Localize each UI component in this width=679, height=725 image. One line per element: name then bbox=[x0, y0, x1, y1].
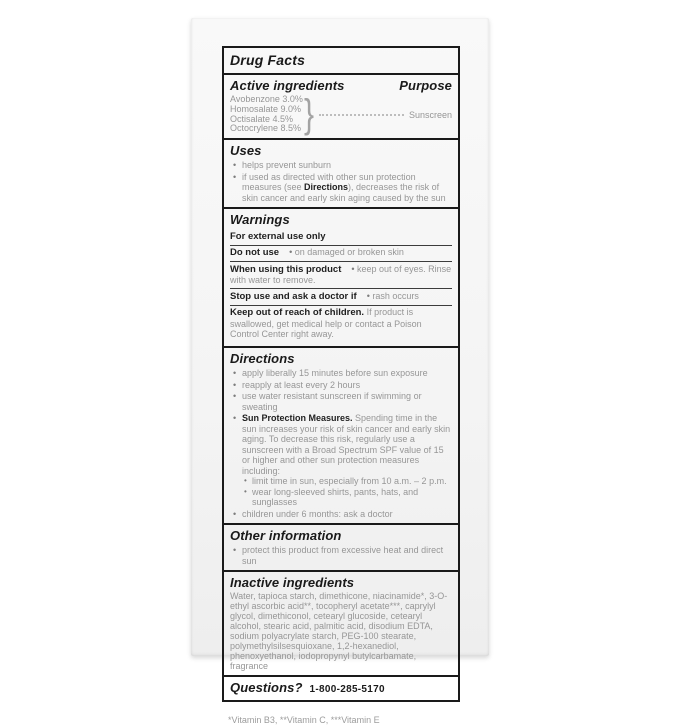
ingredient-item: Octisalate 4.5% bbox=[230, 113, 294, 124]
list-item bbox=[244, 476, 452, 487]
ingredient-item: Homosalate 9.0% bbox=[230, 103, 302, 114]
list-item bbox=[233, 391, 452, 412]
bullet-glyph: • bbox=[351, 263, 355, 274]
keep-out-lead: Keep out of reach of children. bbox=[230, 307, 365, 319]
drug-facts-label bbox=[222, 46, 460, 702]
other-information-list bbox=[230, 545, 452, 566]
warnings-heading: Warnings bbox=[230, 212, 290, 228]
directions-heading: Directions bbox=[230, 351, 295, 367]
directions-bullet-2: reapply at least every 2 hours bbox=[242, 379, 361, 390]
uses-bullet-2-bold: Directions bbox=[304, 182, 349, 193]
external-use-row bbox=[230, 229, 452, 245]
ingredient-list bbox=[230, 95, 303, 134]
bullet-glyph: • bbox=[233, 508, 237, 519]
purpose-heading: Purpose bbox=[399, 78, 452, 93]
questions-heading: Questions? bbox=[230, 680, 303, 696]
keep-out-row bbox=[230, 305, 452, 343]
active-ingredients-body bbox=[230, 92, 452, 137]
bullet-glyph: • bbox=[233, 545, 237, 556]
bullet-glyph: • bbox=[366, 290, 370, 301]
bullet-glyph: • bbox=[233, 368, 237, 379]
inactive-ingredients-text: Water, tapioca starch, dimethicone, niacinamide*, 3-O-ethyl ascorbic acid**, tocopheryl acetate***, caprylyl glycol, dimethiconol, cetearyl glucoside, cetearyl alcohol, stearic acid, palmitic acid, disodium EDTA, sodium polyacrylate starch, PEG-100 stearate, polymethylsilsesquioxane, 1,2-hexanediol, phenoxyethanol, iodopropynyl butylcarbamate, fragrance bbox=[230, 591, 448, 671]
inactive-ingredients-heading: Inactive ingredients bbox=[230, 575, 355, 591]
do-not-use-lead: Do not use bbox=[230, 247, 280, 259]
other-information-bullet-1: protect this product from excessive heat and direct sun bbox=[242, 545, 444, 566]
ingredient-item: Avobenzone 3.0% bbox=[230, 94, 303, 104]
warnings-section bbox=[224, 207, 458, 346]
list-item bbox=[233, 509, 452, 520]
bullet-glyph: • bbox=[233, 379, 237, 390]
list-item bbox=[233, 160, 452, 171]
dotted-leader bbox=[319, 114, 404, 116]
when-using-text: keep out of eyes. Rinse with water to remove. bbox=[230, 263, 452, 286]
directions-bullet-3: use water resistant sunscreen if swimming or sweating bbox=[242, 391, 422, 412]
directions-bullet-1: apply liberally 15 minutes before sun exposure bbox=[242, 368, 428, 379]
bullet-glyph: • bbox=[289, 247, 293, 258]
bullet-glyph: • bbox=[233, 391, 237, 402]
vitamin-footnote: *Vitamin B3, **Vitamin C, ***Vitamin E bbox=[228, 715, 380, 725]
uses-bullet-1: helps prevent sunburn bbox=[242, 160, 332, 171]
keep-out-text: If product is swallowed, get medical help or contact a Poison Control Center right away. bbox=[230, 307, 422, 340]
drug-facts-title: Drug Facts bbox=[230, 52, 306, 68]
bullet-glyph: • bbox=[244, 486, 247, 496]
directions-bullet-last: children under 6 months: ask a doctor bbox=[242, 508, 393, 519]
inactive-ingredients-section bbox=[224, 570, 458, 675]
stop-use-row bbox=[230, 288, 452, 305]
spm-sub-2: wear long-sleeved shirts, pants, hats, and sunglasses bbox=[252, 486, 419, 508]
bullet-glyph: • bbox=[233, 171, 237, 182]
product-box-panel bbox=[191, 18, 489, 725]
questions-section bbox=[224, 675, 458, 700]
list-item bbox=[233, 545, 452, 566]
drug-facts-title-section bbox=[224, 48, 458, 73]
stop-use-lead: Stop use and ask a doctor if bbox=[230, 290, 357, 302]
directions-section bbox=[224, 346, 458, 523]
spm-sublist bbox=[242, 476, 452, 508]
uses-bullet-2-pre: if used as directed with other sun protection measures (see bbox=[242, 171, 416, 193]
when-using-lead: When using this product bbox=[230, 263, 342, 275]
sun-protection-measures bbox=[242, 413, 452, 508]
uses-section bbox=[224, 138, 458, 207]
list-item bbox=[233, 172, 452, 204]
questions-phone-number: 1-800-285-5170 bbox=[309, 684, 385, 696]
purpose-value: Sunscreen bbox=[408, 109, 452, 120]
ingredient-item: Octocrylene 8.5% bbox=[230, 123, 302, 134]
do-not-use-text: on damaged or broken skin bbox=[294, 247, 404, 258]
stop-use-text: rash occurs bbox=[372, 290, 419, 301]
external-use-text: For external use only bbox=[230, 230, 326, 242]
active-ingredients-section bbox=[224, 73, 458, 138]
list-item bbox=[233, 413, 452, 508]
when-using-row bbox=[230, 261, 452, 288]
list-item bbox=[233, 368, 452, 379]
brace-icon: } bbox=[303, 92, 314, 137]
active-ingredients-heading: Active ingredients bbox=[230, 78, 345, 93]
uses-list bbox=[230, 160, 452, 203]
list-item bbox=[244, 487, 452, 508]
warnings-body bbox=[230, 229, 452, 342]
bullet-glyph: • bbox=[233, 413, 237, 424]
spm-sub-1: limit time in sun, especially from 10 a.m. – 2 p.m. bbox=[252, 476, 447, 487]
other-information-section bbox=[224, 523, 458, 570]
directions-list bbox=[230, 368, 452, 519]
list-item bbox=[233, 380, 452, 391]
uses-bullet-2 bbox=[242, 172, 452, 204]
bullet-glyph: • bbox=[233, 160, 237, 171]
uses-bullet-2-post: ), decreases the risk of skin cancer and early skin aging caused by the sun bbox=[242, 182, 446, 203]
uses-heading: Uses bbox=[230, 143, 262, 159]
other-information-heading: Other information bbox=[230, 528, 342, 544]
spm-text: Spending time in the sun increases your risk of skin cancer and early skin aging. To decrease this risk, regularly use a sunscreen with a Broad Spectrum SPF value of 15 or higher and other sun protection measures including: bbox=[242, 413, 451, 476]
spm-lead: Sun Protection Measures. bbox=[242, 413, 353, 424]
do-not-use-row bbox=[230, 245, 452, 262]
bullet-glyph: • bbox=[244, 476, 247, 486]
